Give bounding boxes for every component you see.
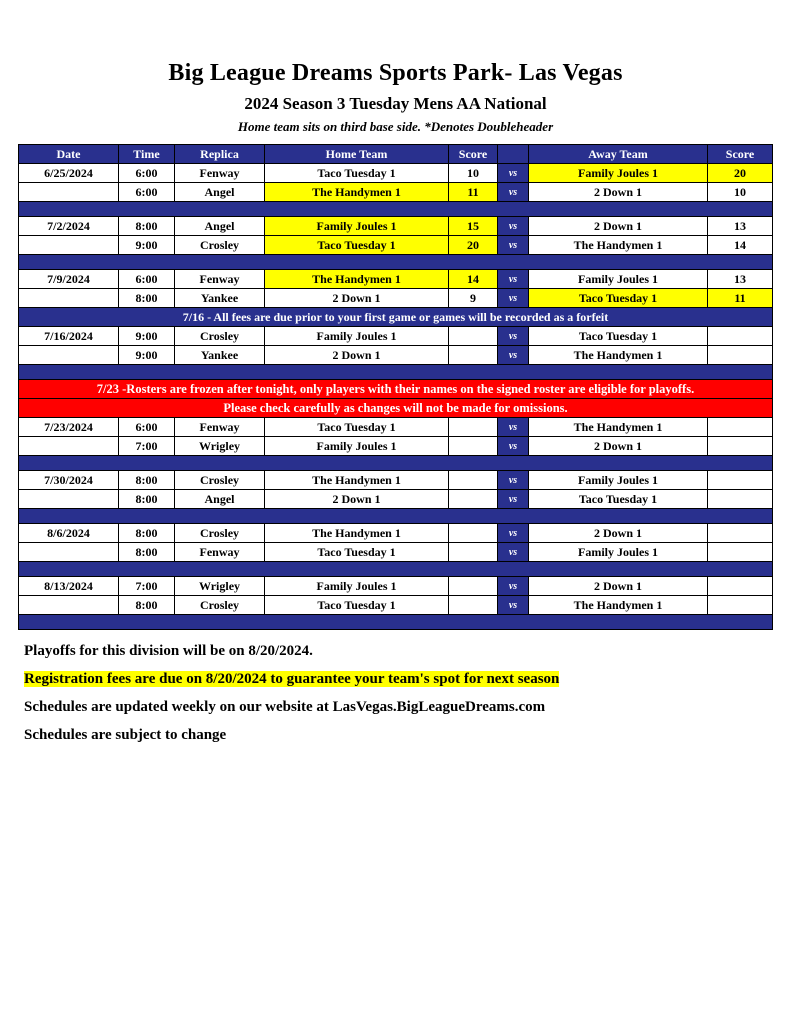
header-cell-score: Score — [449, 145, 498, 164]
vs-cell: vs — [498, 217, 529, 236]
vs-cell: vs — [498, 183, 529, 202]
home-score-cell: 9 — [449, 289, 498, 308]
time-cell: 6:00 — [119, 418, 175, 437]
time-cell: 8:00 — [119, 596, 175, 615]
away-team-cell: Taco Tuesday 1 — [529, 289, 708, 308]
away-team-cell: The Handymen 1 — [529, 346, 708, 365]
replica-cell: Fenway — [175, 543, 265, 562]
home-team-cell: 2 Down 1 — [265, 346, 449, 365]
header-cell-replica: Replica — [175, 145, 265, 164]
home-team-cell: Family Joules 1 — [265, 217, 449, 236]
date-cell — [19, 490, 119, 509]
time-cell: 6:00 — [119, 270, 175, 289]
footer-line — [24, 725, 791, 746]
spacer-cell — [19, 456, 773, 471]
game-row — [19, 164, 773, 183]
game-row — [19, 289, 773, 308]
game-row — [19, 596, 773, 615]
footer-line-text: Schedules are subject to change — [24, 727, 227, 743]
home-score-cell — [449, 471, 498, 490]
game-row — [19, 437, 773, 456]
home-team-cell: Taco Tuesday 1 — [265, 418, 449, 437]
game-row — [19, 490, 773, 509]
footer-line — [24, 641, 791, 662]
replica-cell: Angel — [175, 217, 265, 236]
vs-cell: vs — [498, 577, 529, 596]
away-score-cell: 13 — [708, 270, 773, 289]
header-row — [19, 145, 773, 164]
footer-line — [24, 669, 791, 690]
game-row — [19, 217, 773, 236]
away-team-cell: Family Joules 1 — [529, 543, 708, 562]
spacer-cell — [19, 615, 773, 630]
date-cell: 7/23/2024 — [19, 418, 119, 437]
game-row — [19, 327, 773, 346]
home-team-cell: Taco Tuesday 1 — [265, 164, 449, 183]
date-cell — [19, 437, 119, 456]
game-row — [19, 471, 773, 490]
away-team-cell: 2 Down 1 — [529, 524, 708, 543]
game-row — [19, 236, 773, 255]
away-team-cell: 2 Down 1 — [529, 217, 708, 236]
home-score-cell: 20 — [449, 236, 498, 255]
spacer-row — [19, 202, 773, 217]
vs-cell: vs — [498, 164, 529, 183]
time-cell: 9:00 — [119, 327, 175, 346]
home-score-cell — [449, 437, 498, 456]
time-cell: 9:00 — [119, 236, 175, 255]
time-cell: 8:00 — [119, 490, 175, 509]
home-score-cell — [449, 346, 498, 365]
time-cell: 8:00 — [119, 289, 175, 308]
footer-line — [24, 697, 791, 718]
date-cell — [19, 183, 119, 202]
replica-cell: Crosley — [175, 596, 265, 615]
replica-cell: Crosley — [175, 327, 265, 346]
replica-cell: Wrigley — [175, 437, 265, 456]
game-row — [19, 346, 773, 365]
vs-cell: vs — [498, 346, 529, 365]
time-cell: 7:00 — [119, 437, 175, 456]
time-cell: 8:00 — [119, 217, 175, 236]
date-cell: 7/16/2024 — [19, 327, 119, 346]
date-cell: 6/25/2024 — [19, 164, 119, 183]
vs-cell: vs — [498, 270, 529, 289]
fees-due-note-cell: 7/16 - All fees are due prior to your first game or games will be recorded as a forfeit — [19, 308, 773, 327]
spacer-row — [19, 615, 773, 630]
away-score-cell — [708, 524, 773, 543]
game-row — [19, 577, 773, 596]
away-score-cell: 10 — [708, 183, 773, 202]
replica-cell: Angel — [175, 183, 265, 202]
date-cell — [19, 289, 119, 308]
page-title: Big League Dreams Sports Park- Las Vegas — [168, 60, 623, 86]
vs-cell: vs — [498, 418, 529, 437]
time-cell: 9:00 — [119, 346, 175, 365]
date-cell: 7/30/2024 — [19, 471, 119, 490]
home-score-cell — [449, 418, 498, 437]
away-team-cell: 2 Down 1 — [529, 183, 708, 202]
home-team-cell: The Handymen 1 — [265, 471, 449, 490]
header-cell-score: Score — [708, 145, 773, 164]
spacer-row — [19, 562, 773, 577]
away-team-cell: Family Joules 1 — [529, 164, 708, 183]
replica-cell: Fenway — [175, 270, 265, 289]
away-team-cell: 2 Down 1 — [529, 437, 708, 456]
date-cell — [19, 346, 119, 365]
away-score-cell — [708, 437, 773, 456]
replica-cell: Angel — [175, 490, 265, 509]
replica-cell: Yankee — [175, 346, 265, 365]
away-score-cell: 20 — [708, 164, 773, 183]
away-score-cell — [708, 418, 773, 437]
away-score-cell — [708, 471, 773, 490]
header-cell-vs — [498, 145, 529, 164]
away-score-cell: 11 — [708, 289, 773, 308]
home-team-cell: 2 Down 1 — [265, 490, 449, 509]
away-score-cell — [708, 543, 773, 562]
home-team-cell: Taco Tuesday 1 — [265, 543, 449, 562]
home-team-cell: Family Joules 1 — [265, 577, 449, 596]
footer-line-text: Playoffs for this division will be on 8/20/2024. — [24, 643, 313, 659]
home-team-cell: Family Joules 1 — [265, 437, 449, 456]
vs-cell: vs — [498, 543, 529, 562]
replica-cell: Crosley — [175, 236, 265, 255]
spacer-cell — [19, 562, 773, 577]
note-row — [19, 308, 773, 327]
replica-cell: Yankee — [175, 289, 265, 308]
registration-fees-highlight: Registration fees are due on 8/20/2024 to guarantee your team's spot for next season — [24, 671, 560, 687]
home-score-cell — [449, 543, 498, 562]
away-score-cell: 14 — [708, 236, 773, 255]
home-team-cell: The Handymen 1 — [265, 183, 449, 202]
home-score-cell: 14 — [449, 270, 498, 289]
vs-cell: vs — [498, 236, 529, 255]
header-cell-home-team: Home Team — [265, 145, 449, 164]
vs-cell: vs — [498, 327, 529, 346]
spacer-cell — [19, 255, 773, 270]
time-cell: 6:00 — [119, 183, 175, 202]
away-score-cell — [708, 596, 773, 615]
home-team-cell: Taco Tuesday 1 — [265, 236, 449, 255]
home-score-cell: 15 — [449, 217, 498, 236]
date-cell: 7/2/2024 — [19, 217, 119, 236]
time-cell: 8:00 — [119, 524, 175, 543]
schedule-table-body — [19, 164, 773, 630]
away-team-cell: Taco Tuesday 1 — [529, 490, 708, 509]
vs-cell: vs — [498, 437, 529, 456]
date-cell — [19, 596, 119, 615]
home-score-cell: 10 — [449, 164, 498, 183]
spacer-cell — [19, 365, 773, 380]
date-cell: 7/9/2024 — [19, 270, 119, 289]
replica-cell: Crosley — [175, 471, 265, 490]
vs-cell: vs — [498, 524, 529, 543]
away-score-cell — [708, 346, 773, 365]
vs-cell: vs — [498, 289, 529, 308]
header-cell-date: Date — [19, 145, 119, 164]
spacer-row — [19, 255, 773, 270]
away-score-cell — [708, 577, 773, 596]
spacer-row — [19, 509, 773, 524]
home-score-cell — [449, 490, 498, 509]
away-score-cell — [708, 327, 773, 346]
away-team-cell: The Handymen 1 — [529, 236, 708, 255]
time-cell: 7:00 — [119, 577, 175, 596]
vs-cell: vs — [498, 471, 529, 490]
time-cell: 8:00 — [119, 471, 175, 490]
replica-cell: Fenway — [175, 164, 265, 183]
home-score-cell — [449, 577, 498, 596]
game-row — [19, 270, 773, 289]
footer-notes — [24, 641, 791, 746]
away-score-cell: 13 — [708, 217, 773, 236]
note-row — [19, 380, 773, 399]
game-row — [19, 524, 773, 543]
page-subtitle: 2024 Season 3 Tuesday Mens AA National — [244, 94, 547, 113]
spacer-cell — [19, 509, 773, 524]
spacer-row — [19, 456, 773, 471]
home-team-cell: The Handymen 1 — [265, 524, 449, 543]
date-cell — [19, 543, 119, 562]
home-team-cell: The Handymen 1 — [265, 270, 449, 289]
away-team-cell: The Handymen 1 — [529, 596, 708, 615]
header-cell-time: Time — [119, 145, 175, 164]
spacer-row — [19, 365, 773, 380]
schedule-table — [18, 144, 773, 630]
header-cell-away-team: Away Team — [529, 145, 708, 164]
away-team-cell: Family Joules 1 — [529, 270, 708, 289]
home-score-cell — [449, 596, 498, 615]
roster-freeze-note-cell: 7/23 -Rosters are frozen after tonight, only players with their names on the signed roster are eligible for playoffs. — [19, 380, 773, 399]
roster-freeze-note-cell: Please check carefully as changes will not be made for omissions. — [19, 399, 773, 418]
home-team-cell: 2 Down 1 — [265, 289, 449, 308]
away-team-cell: 2 Down 1 — [529, 577, 708, 596]
replica-cell: Fenway — [175, 418, 265, 437]
away-score-cell — [708, 490, 773, 509]
game-row — [19, 418, 773, 437]
note-row — [19, 399, 773, 418]
away-team-cell: Taco Tuesday 1 — [529, 327, 708, 346]
home-score-cell — [449, 524, 498, 543]
home-score-cell — [449, 327, 498, 346]
spacer-cell — [19, 202, 773, 217]
footer-line-text: Schedules are updated weekly on our website at LasVegas.BigLeagueDreams.com — [24, 699, 546, 715]
vs-cell: vs — [498, 490, 529, 509]
away-team-cell: Family Joules 1 — [529, 471, 708, 490]
game-row — [19, 183, 773, 202]
time-cell: 8:00 — [119, 543, 175, 562]
home-team-cell: Family Joules 1 — [265, 327, 449, 346]
time-cell: 6:00 — [119, 164, 175, 183]
vs-cell: vs — [498, 596, 529, 615]
game-row — [19, 543, 773, 562]
date-cell: 8/13/2024 — [19, 577, 119, 596]
home-team-cell: Taco Tuesday 1 — [265, 596, 449, 615]
date-cell: 8/6/2024 — [19, 524, 119, 543]
replica-cell: Crosley — [175, 524, 265, 543]
home-score-cell: 11 — [449, 183, 498, 202]
replica-cell: Wrigley — [175, 577, 265, 596]
away-team-cell: The Handymen 1 — [529, 418, 708, 437]
home-team-note: Home team sits on third base side. *Denotes Doubleheader — [237, 119, 554, 134]
date-cell — [19, 236, 119, 255]
